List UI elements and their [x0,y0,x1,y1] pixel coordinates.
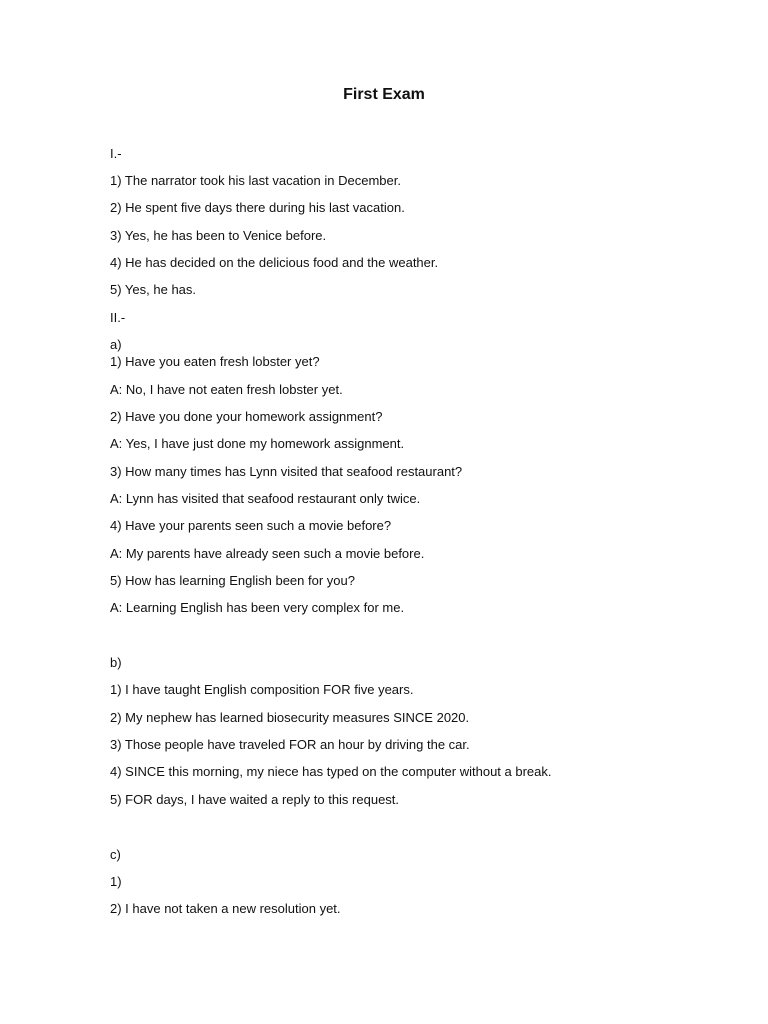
question-line: 2) Have you done your homework assignment? [110,409,383,424]
answer-line: 2) He spent five days there during his last vacation. [110,200,405,215]
sentence-line: 2) My nephew has learned biosecurity measures SINCE 2020. [110,710,470,725]
answer-line: A: Learning English has been very complex for me. [110,600,405,615]
sentence-line: 4) SINCE this morning, my niece has typed on the computer without a break. [110,764,552,779]
sentence-line: 5) FOR days, I have waited a reply to this request. [110,792,400,807]
answer-line: 4) He has decided on the delicious food and the weather. [110,255,439,270]
question-line: 1) Have you eaten fresh lobster yet? [110,354,320,369]
subsection-heading-b: b) [110,655,122,670]
section-heading-i: I.- [110,146,122,161]
sentence-line: 2) I have not taken a new resolution yet. [110,901,341,916]
question-line: 4) Have your parents seen such a movie before? [110,518,392,533]
sentence-line: 1) [110,874,122,889]
answer-line: 1) The narrator took his last vacation in December. [110,173,401,188]
answer-line: A: Yes, I have just done my homework assignment. [110,436,405,451]
answer-line: A: My parents have already seen such a movie before. [110,546,425,561]
section-heading-ii: II.- [110,310,126,325]
sentence-line: 1) I have taught English composition FOR five years. [110,682,414,697]
question-line: 3) How many times has Lynn visited that seafood restaurant? [110,464,463,479]
answer-line: 3) Yes, he has been to Venice before. [110,228,327,243]
subsection-heading-c: c) [110,847,121,862]
document-title: First Exam [343,86,425,103]
subsection-heading-a: a) [110,337,122,352]
answer-line: A: No, I have not eaten fresh lobster yet. [110,382,343,397]
question-line: 5) How has learning English been for you? [110,573,355,588]
answer-line: A: Lynn has visited that seafood restaurant only twice. [110,491,421,506]
answer-line: 5) Yes, he has. [110,282,197,297]
sentence-line: 3) Those people have traveled FOR an hour by driving the car. [110,737,470,752]
